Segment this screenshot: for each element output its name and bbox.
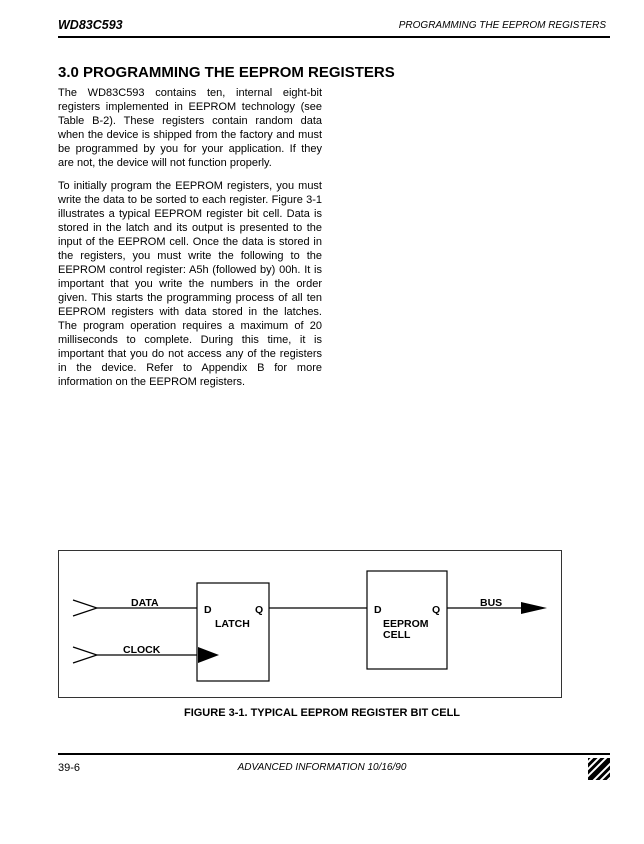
data-input-chevron-icon: [73, 600, 97, 616]
figure-caption: FIGURE 3-1. TYPICAL EEPROM REGISTER BIT CELL: [183, 707, 461, 719]
latch-box: [197, 583, 269, 681]
section-title: 3.0 PROGRAMMING THE EEPROM REGISTERS: [58, 64, 395, 81]
bus-arrow-icon: [521, 602, 547, 614]
company-logo-icon: [588, 758, 610, 780]
latch-d-label: D: [204, 604, 212, 616]
bus-signal-label: BUS: [480, 597, 503, 609]
footer-rule: [58, 753, 610, 755]
footer-page-number: 39-6: [58, 762, 81, 774]
paragraph-2: To initially program the EEPROM registers, you must write the data to be sorted to each register. Figure 3-1 illustrates a typical EEPROM register bit cell. Data is stored in the latch and its output is presented to the input of the EEPROM cell. Once the data is stored in the registers, you must write the following to the EEPROM control register: A5h (followed by) 00h. It is important that you write the numbers in the order given. This starts the programming process of all ten EEPROM registers with data stored in the latches. The program operation requires a maximum of 20 milliseconds to complete. During this time, it is important that you do not access any of the registers in the device. Refer to Appendix B for more information on the EEPROM registers.: [58, 180, 322, 388]
body-column: [58, 86, 322, 398]
clock-signal-label: CLOCK: [123, 644, 161, 656]
header-part-number: WD83C593: [58, 18, 123, 32]
eeprom-d-label: D: [374, 604, 382, 616]
eeprom-q-label: Q: [432, 604, 441, 616]
data-signal-label: DATA: [131, 597, 159, 609]
latch-name-label: LATCH: [215, 618, 250, 630]
paragraph-1: The WD83C593 contains ten, internal eight-bit registers implemented in EEPROM technology (see Table B-2). These registers contain random data when the device is shipped from the factory and must be programmed by you for your application. If they are not, the device will not function properly.: [58, 87, 322, 169]
clock-input-chevron-icon: [73, 647, 97, 663]
register-bit-cell-diagram: [59, 551, 563, 699]
latch-q-label: Q: [255, 604, 264, 616]
eeprom-name-line2: CELL: [383, 629, 411, 641]
footer-center-text: ADVANCED INFORMATION 10/16/90: [237, 762, 407, 773]
eeprom-name-line1: EEPROM: [383, 618, 429, 630]
figure-3-1: [58, 550, 562, 698]
header-rule: [58, 36, 610, 38]
header-section-name: PROGRAMMING THE EEPROM REGISTERS: [398, 20, 606, 31]
